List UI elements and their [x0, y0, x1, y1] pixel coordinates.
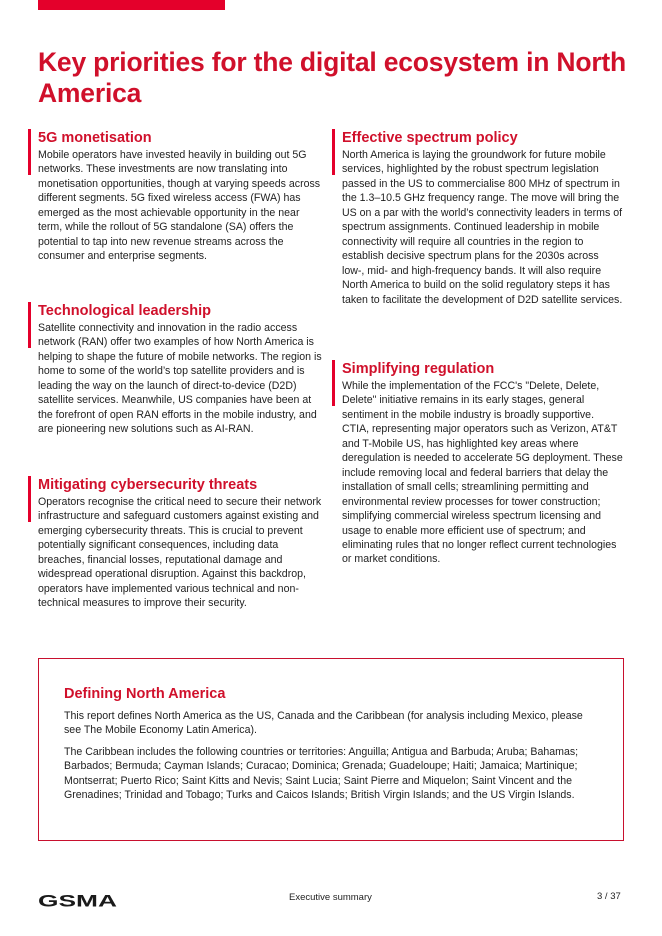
- page-title: Key priorities for the digital ecosystem in North America: [38, 47, 627, 108]
- top-accent-bar: [38, 0, 225, 10]
- footer-page-number: 3 / 37: [597, 891, 621, 902]
- section-accent-bar: [28, 129, 31, 175]
- section-technological-leadership: [38, 302, 324, 437]
- gsma-logo: [38, 893, 118, 908]
- section-heading: Technological leadership: [38, 303, 211, 319]
- section-effective-spectrum-policy: [342, 129, 624, 307]
- svg-text:GSMA: GSMA: [38, 893, 117, 908]
- section-mitigating-cybersecurity: [38, 476, 322, 611]
- section-accent-bar: [332, 360, 335, 406]
- section-body: While the implementation of the FCC's "Delete, Delete, Delete" initiative remains in its early stages, general sentiment in the mobile industry is broadly supportive. CTIA, representing major operators such as Verizon, AT&T and T-Mobile US, has highlighted key areas where deregulation is needed to accelerate 5G deployment. These include removing local and federal barriers that delay the installation of small cells; streamlining permitting and environmental review processes for tower construction; simplifying commercial wireless spectrum licensing and usage to enable more efficient use of spectrum; and eliminating rules that no longer reflect current technologies or market conditions.: [342, 380, 623, 566]
- section-body: Satellite connectivity and innovation in the radio access network (RAN) offer two examples of how North America is helping to shape the future of mobile networks. The region is home to some of the world’s top satellite providers and is leading the way on the launch of direct-to-device (D2D) satellite services. Meanwhile, US companies have been at the forefront of open RAN efforts in the mobile industry, and are pioneering new solutions such as AI-RAN.: [38, 322, 322, 436]
- section-accent-bar: [28, 476, 31, 522]
- box-paragraph: This report defines North America as the US, Canada and the Caribbean (for analysis including Mexico, please see The Mobile Economy Latin America).: [64, 710, 583, 737]
- section-accent-bar: [28, 302, 31, 348]
- box-paragraph: The Caribbean includes the following countries or territories: Anguilla; Antigua and Barbuda; Aruba; Bahamas; Barbados; Bermuda; Cayman Islands; Curacao; Dominica; Grenada; Guadeloupe; Haiti; Jamaica; Martinique; Montserrat; Puerto Rico; Saint Kitts and Nevis; Saint Lucia; Saint Pierre and Miquelon; Saint Vincent and the Grenadines; Trinidad and Tobago; Turks and Caicos Islands; British Virgin Islands; and the US Virgin Islands.: [64, 745, 579, 802]
- section-heading: 5G monetisation: [38, 130, 152, 146]
- box-heading: Defining North America: [64, 686, 226, 702]
- section-heading: Mitigating cybersecurity threats: [38, 477, 258, 493]
- section-heading: Simplifying regulation: [342, 361, 495, 377]
- defining-north-america-box: [38, 658, 624, 841]
- section-heading: Effective spectrum policy: [342, 130, 518, 146]
- footer-section-label: Executive summary: [289, 892, 372, 903]
- section-body: Operators recognise the critical need to secure their network infrastructure and safeguard customers against existing and emerging cybersecurity threats. This is crucial to prevent potentially significant consequences, including data breaches, financial losses, reputational damage and widespread operational disruption. Against this backdrop, operators have implemented various technical and non-technical measures to improve their security.: [38, 496, 322, 610]
- section-accent-bar: [332, 129, 335, 175]
- section-body: North America is laying the groundwork for future mobile services, highlighted by the robust spectrum legislation passed in the US to commercialise 800 MHz of spectrum in the 1.3–10.5 GHz frequency range. The move will bring the US on a par with the world’s connectivity leaders in terms of spectrum assignments. Continued leadership in mobile connectivity will require all countries in the region to establish decisive spectrum plans for the 2030s across low-, mid- and high-frequency bands. It will also require North America to build on the solid regulatory steps it has taken to facilitate the development of D2D satellite services.: [342, 149, 623, 306]
- section-5g-monetisation: [38, 129, 322, 264]
- section-simplifying-regulation: [342, 360, 624, 567]
- section-body: Mobile operators have invested heavily in building out 5G networks. These investments are now translating into monetisation opportunities, though at varying speeds across different segments. 5G fixed wireless access (FWA) has emerged as the most achievable opportunity in the near term, while the rollout of 5G standalone (SA) offers the potential to tap into new revenue streams across the consumer and enterprise segments.: [38, 149, 321, 263]
